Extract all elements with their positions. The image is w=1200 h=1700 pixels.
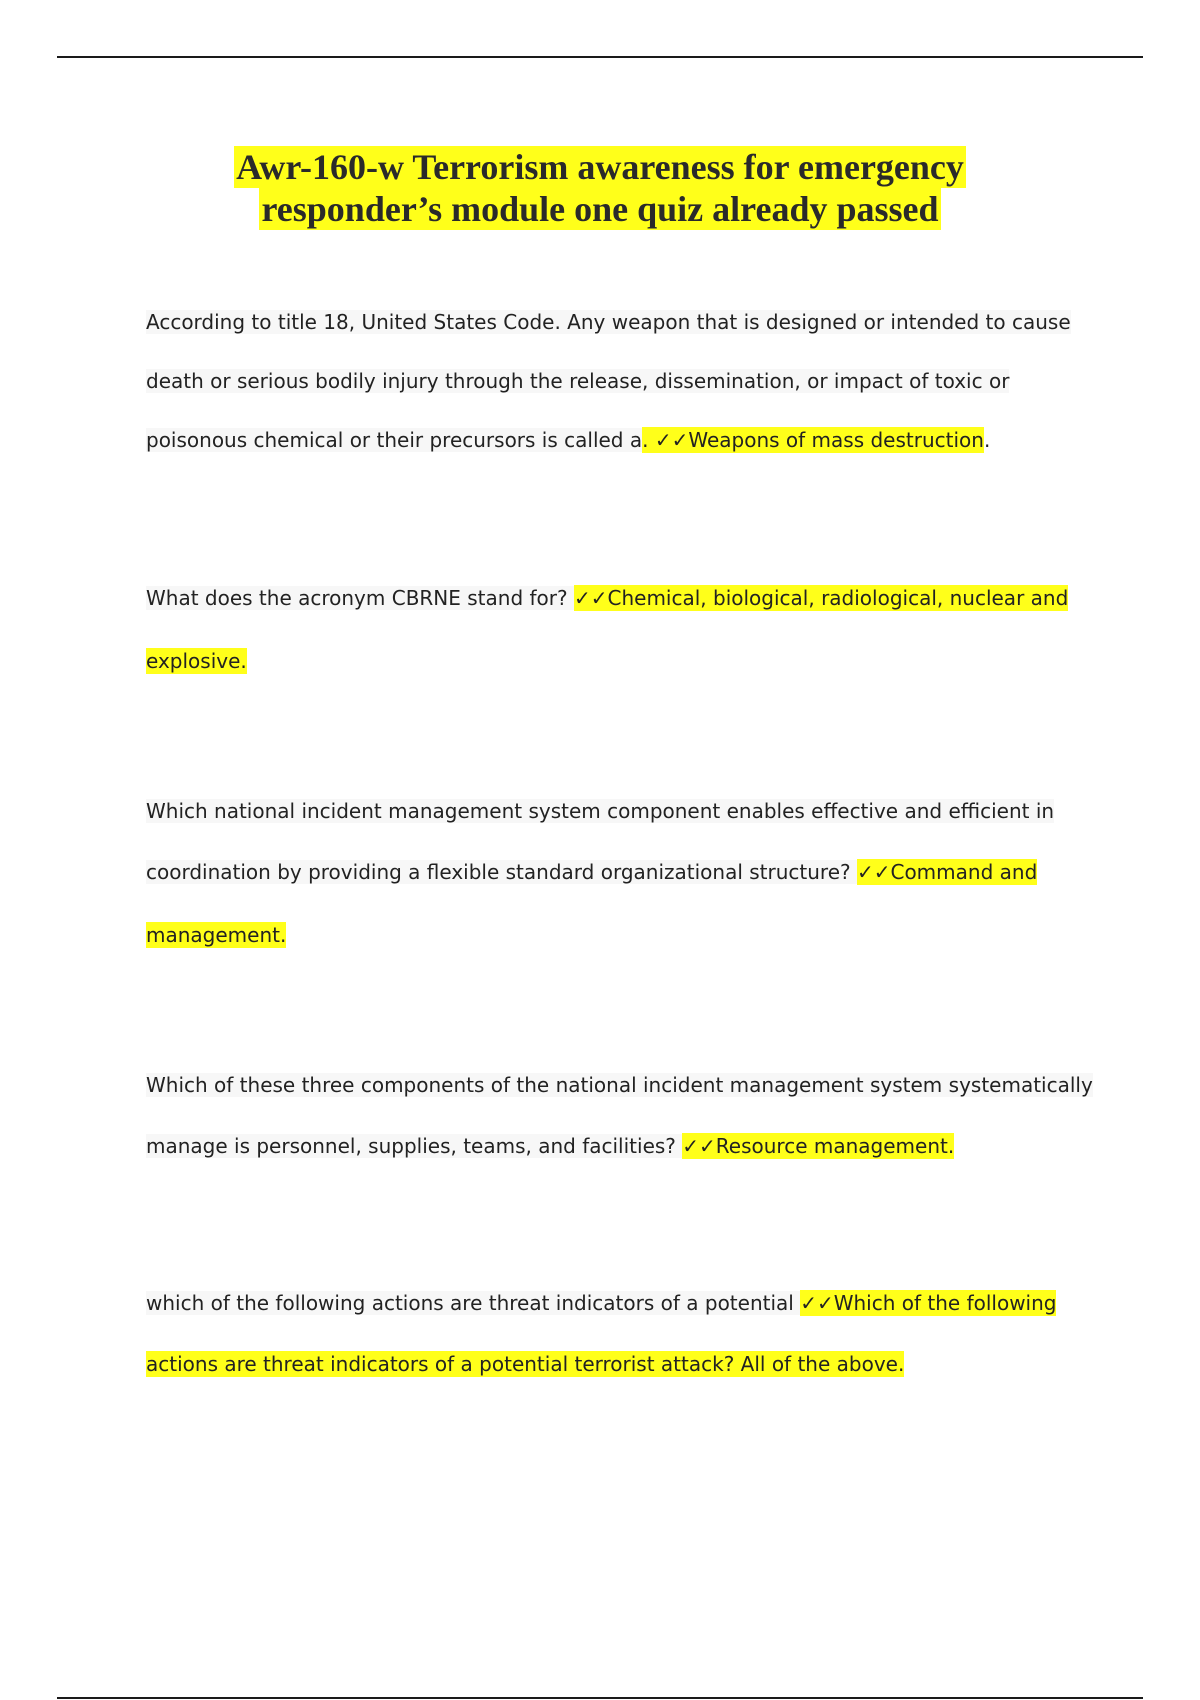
question-line: manage is personnel, supplies, teams, and facilities? ✓✓Resource management.	[146, 1134, 955, 1158]
qa-item-5	[146, 1289, 1086, 1378]
answer-line	[146, 921, 1086, 949]
question-line: which of the following actions are threat indicators of a potential ✓✓Which of the following	[146, 1291, 1057, 1315]
title-line-2: responder’s module one quiz already passed	[261, 189, 939, 229]
answer-highlight: ✓✓Chemical, biological, radiological, nuclear and	[573, 586, 1069, 610]
question-line: Which national incident management system component enables effective and efficient in	[146, 799, 1055, 823]
answer-highlight: ✓✓Resource management.	[682, 1134, 955, 1158]
answer-highlight: ✓✓Command and	[856, 860, 1038, 884]
qa-item-4	[146, 1071, 1093, 1160]
qa-item-2	[146, 584, 1086, 675]
question-line: What does the acronym CBRNE stand for? ✓✓Chemical, biological, radiological, nuclear and	[146, 586, 1069, 610]
answer-highlight: management.	[146, 923, 287, 947]
answer-highlight: actions are threat indicators of a potential terrorist attack? All of the above.	[146, 1352, 905, 1376]
answer-line	[146, 1350, 1086, 1378]
answer-highlight: explosive.	[146, 649, 247, 673]
answer-highlight: ✓✓Which of the following	[800, 1291, 1057, 1315]
question-line: poisonous chemical or their precursors is called a. ✓✓Weapons of mass destruction.	[146, 428, 991, 452]
question-line: Which of these three components of the national incident management system systematically	[146, 1073, 1093, 1097]
bottom-rule	[57, 1697, 1143, 1699]
answer-highlight: . ✓✓Weapons of mass destruction	[642, 428, 984, 452]
document-title	[100, 146, 1100, 230]
title-line-1: Awr-160-w Terrorism awareness for emergency	[236, 147, 964, 187]
answer-line	[146, 647, 1086, 675]
qa-item-1	[146, 308, 1086, 454]
question-line: death or serious bodily injury through the release, dissemination, or impact of toxic or	[146, 369, 1010, 393]
question-line: coordination by providing a flexible standard organizational structure? ✓✓Command and	[146, 860, 1038, 884]
question-line: According to title 18, United States Code. Any weapon that is designed or intended to cause	[146, 310, 1071, 334]
qa-item-3	[146, 797, 1086, 949]
top-rule	[57, 56, 1143, 58]
